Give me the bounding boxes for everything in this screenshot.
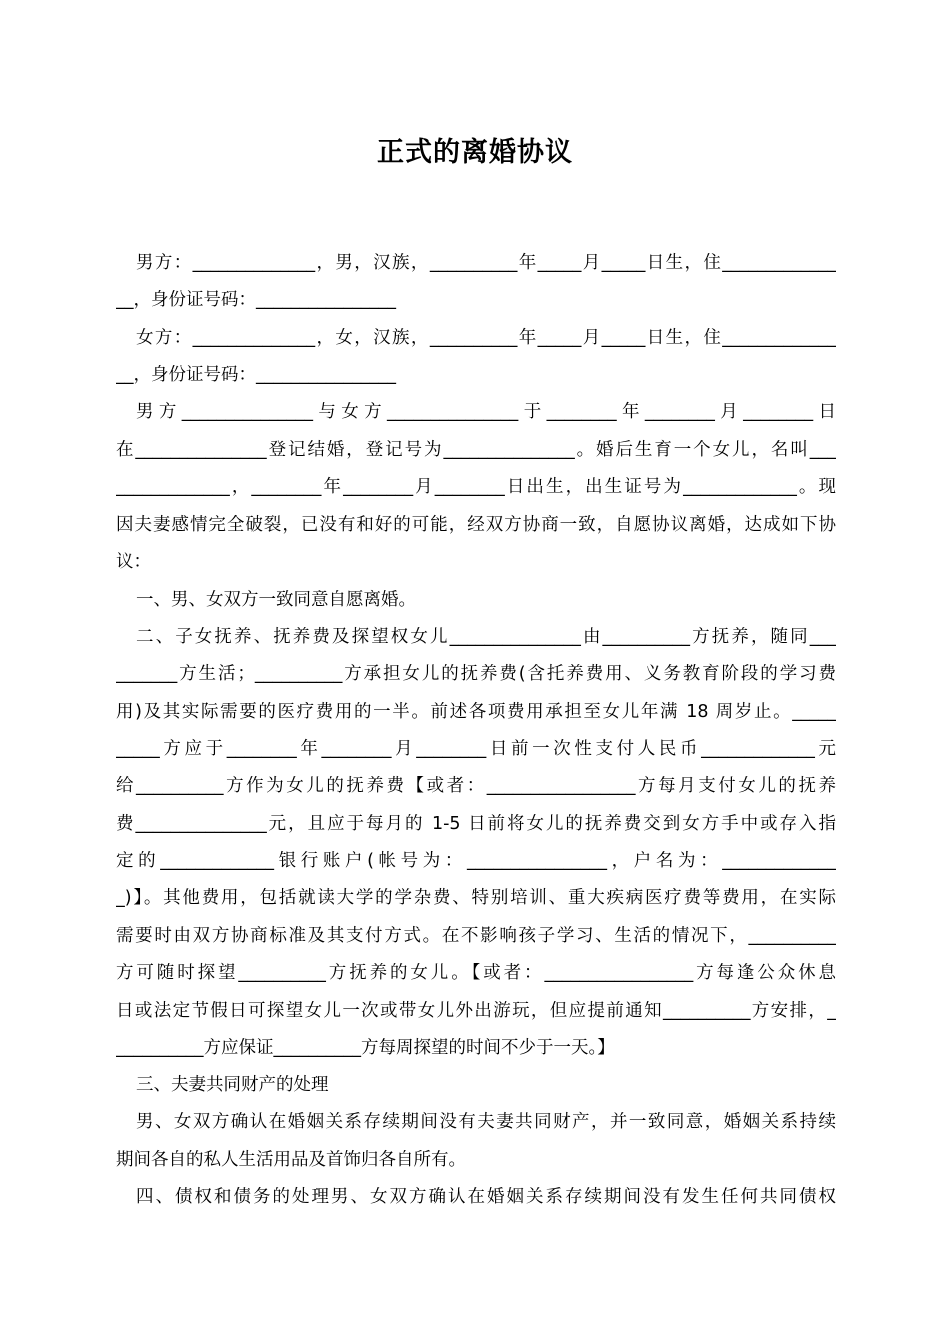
section-heading-3: 三、夫妻共同财产的处理 — [136, 1075, 329, 1095]
text-line: 男方_______________与女方_______________于________年________月________日 — [136, 402, 836, 422]
text-line-male-id: __，身份证号码：________________ — [116, 290, 396, 310]
text-line: 给__________方作为女儿的抚养费【或者：_________________方每月支付女儿的抚养 — [116, 776, 836, 796]
document-title: 正式的离婚协议 — [377, 137, 573, 168]
text-line: 议： — [116, 552, 151, 572]
text-line: _____________，________年________月________日出生，出生证号为_____________。现 — [116, 477, 836, 497]
section-heading-1: 一、男、女双方一致同意自愿离婚。 — [136, 590, 416, 610]
text-line: _)】。其他费用，包括就读大学的学杂费、特别培训、重大疾病医疗费等费用，在实际 — [116, 888, 836, 908]
text-line: 费_______________元，且应于每月的 1-5 日前将女儿的抚养费交到女方手中或存入指 — [116, 814, 836, 834]
text-line-male-party: 男方：______________，男，汉族，__________年_____月_____日生，住_____________ — [136, 253, 836, 273]
text-line: 男、女双方确认在婚姻关系存续期间没有夫妻共同财产，并一致同意，婚姻关系持续 — [136, 1112, 836, 1132]
text-line: 在_______________登记结婚，登记号为_______________。婚后生育一个女儿，名叫___ — [116, 440, 836, 460]
text-line: 方可随时探望__________方抚养的女儿。【或者：_________________方每逢公众休息 — [116, 963, 836, 983]
text-line: _____方应于________年________月________日前一次性支付人民币_____________元 — [116, 739, 836, 759]
text-line-female-id: __，身份证号码：________________ — [116, 365, 396, 385]
text-line: 期间各自的私人生活用品及首饰归各自所有。 — [116, 1150, 466, 1170]
text-line-female-party: 女方：______________，女，汉族，__________年_____月_____日生，住_____________ — [136, 328, 836, 348]
text-line: 因夫妻感情完全破裂，已没有和好的可能，经双方协商一致，自愿协议离婚，达成如下协 — [116, 515, 836, 535]
text-line: 二、子女抚养、抚养费及探望权女儿_______________由__________方抚养，随同___ — [136, 627, 836, 647]
text-line: 需要时由双方协商标准及其支付方式。在不影响孩子学习、生活的情况下，__________ — [116, 926, 836, 946]
text-line: _______方生活；__________方承担女儿的抚养费(含托养费用、义务教育阶段的学习费 — [116, 664, 836, 684]
text-line: __________方应保证__________方每周探望的时间不少于一天。】 — [116, 1038, 615, 1058]
text-line: 用)及其实际需要的医疗费用的一半。前述各项费用承担至女儿年满 18 周岁止。_____ — [116, 702, 836, 722]
section-heading-4: 四、债权和债务的处理男、女双方确认在婚姻关系存续期间没有发生任何共同债权 — [136, 1187, 836, 1207]
text-line: 定的_____________银行账户(帐号为：________________，户名为：_____________ — [116, 851, 836, 871]
text-line: 日或法定节假日可探望女儿一次或带女儿外出游玩，但应提前通知__________方安排，_ — [116, 1001, 836, 1021]
